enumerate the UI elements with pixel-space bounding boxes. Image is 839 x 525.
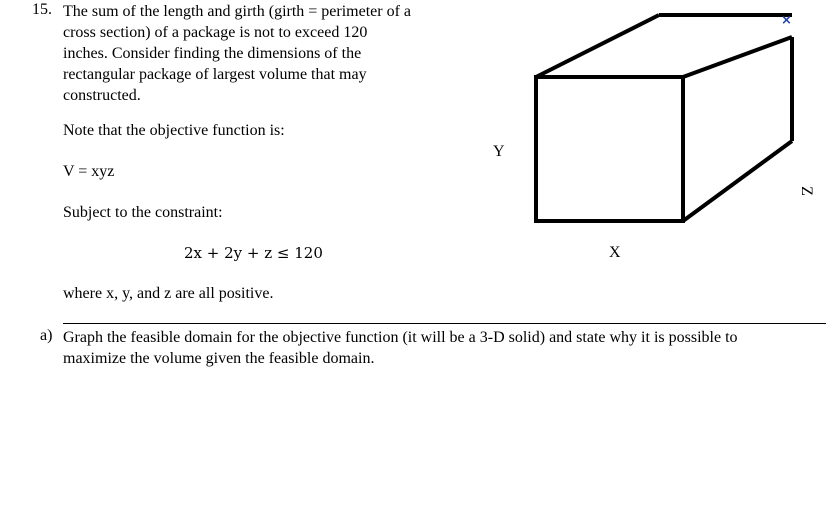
- dimension-label-y: Y: [493, 143, 505, 160]
- objective-note: Note that the objective function is:: [63, 122, 285, 139]
- part-a-text: [63, 327, 738, 369]
- constraint-intro: Subject to the constraint:: [63, 204, 223, 221]
- question-line: cross section) of a package is not to exceed 120: [63, 24, 368, 41]
- dimension-label-x: X: [609, 244, 621, 261]
- constraint-inequality: 2x + 2y + z ≤ 120: [184, 244, 323, 262]
- part-a-line: maximize the volume given the feasible domain.: [63, 350, 375, 367]
- box-top-right-edge: [683, 37, 792, 77]
- question-line: rectangular package of largest volume that may: [63, 66, 367, 83]
- question-line: inches. Consider finding the dimensions of the: [63, 45, 362, 62]
- objective-function: V = xyz: [63, 163, 115, 180]
- positivity-condition: where x, y, and z are all positive.: [63, 285, 274, 302]
- question-number: 15.: [32, 1, 52, 18]
- dimension-label-z: Z: [797, 186, 815, 196]
- section-divider: [63, 323, 826, 324]
- box-front-face: [536, 77, 683, 221]
- part-a-label: a): [40, 327, 53, 344]
- marker-icon: ×: [781, 13, 792, 28]
- question-line: constructed.: [63, 87, 141, 104]
- box-bottom-right-edge: [683, 141, 792, 221]
- question-line: The sum of the length and girth (girth = perimeter of a: [63, 3, 412, 20]
- box-top-left-edge: [536, 15, 659, 77]
- part-a-line: Graph the feasible domain for the objective function (it will be a 3-D solid) and state why it is possible to: [63, 329, 738, 346]
